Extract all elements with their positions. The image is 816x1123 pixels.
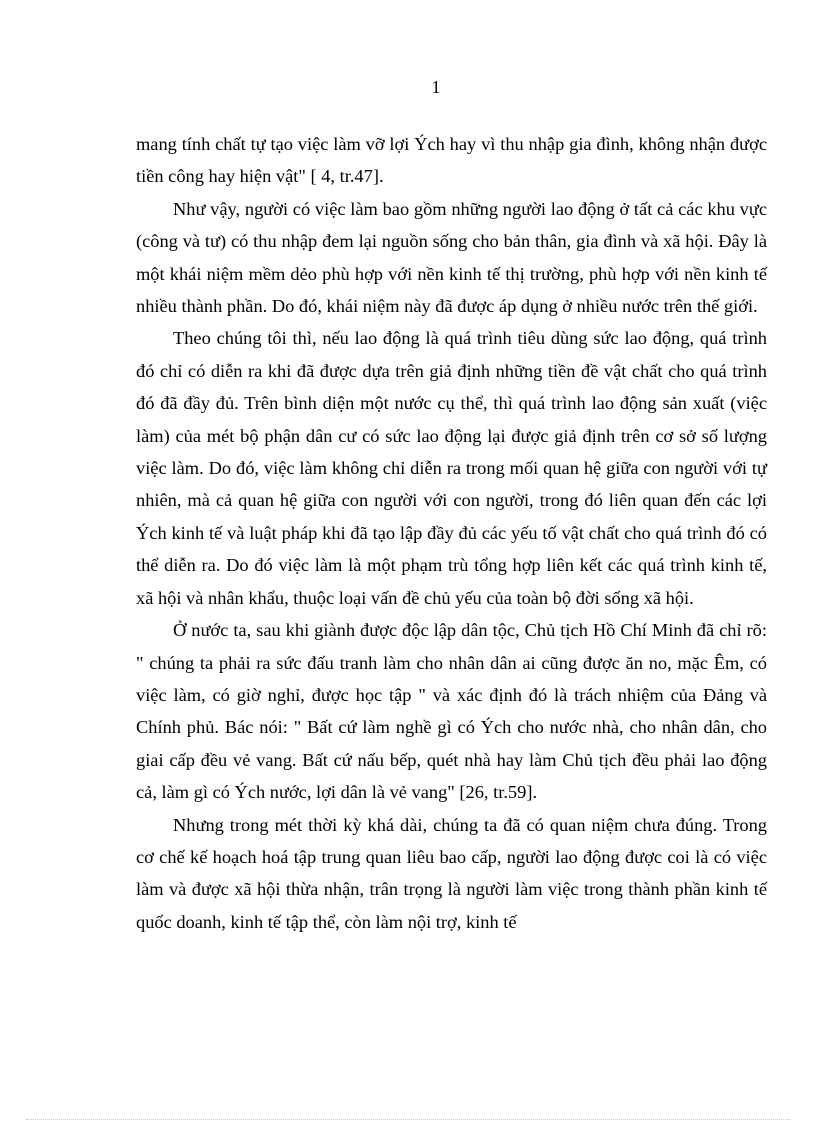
paragraph-past-concept: Nhưng trong mét thời kỳ khá dài, chúng ta đã có quan niệm chưa đúng. Trong cơ chế kế hoạch hoá tập trung quan liêu bao cấp, người lao động được coi là có việc làm và được xã hội thừa nhận, trân trọng là người làm việc trong thành phần kinh tế quốc doanh, kinh tế tập thể, còn làm nội trợ, kinh tế [136, 814, 767, 932]
paragraph-continuation: mang tính chất tự tạo việc làm vỡ lợi Ých hay vì thu nhập gia đình, không nhận được tiền công hay hiện vật" [ 4, tr.47]. [136, 134, 767, 187]
paragraph-ho-chi-minh-quote: Ở nước ta, sau khi giành được độc lập dân tộc, Chủ tịch Hồ Chí Minh đã chỉ rõ: " chúng ta phải ra sức đấu tranh làm cho nhân dân ai cũng được ăn no, mặc Êm, có việc làm, có giờ nghỉ, được học tập " và xác định đó là trách nhiệm của Đảng và Chính phủ. Bác nói: " Bất cứ làm nghề gì có Ých cho nước nhà, cho nhân dân, cho giai cấp đều vẻ vang. Bất cứ nấu bếp, quét nhà hay làm Chủ tịch đều phải lao động cả, làm gì có Ých nước, lợi dân là vẻ vang" [26, tr.59]. [136, 620, 767, 803]
page-bottom-border [26, 1119, 790, 1120]
page-number: 1 [431, 77, 441, 97]
document-body [136, 128, 767, 938]
paragraph-analysis: Theo chúng tôi thì, nếu lao động là quá trình tiêu dùng sức lao động, quá trình đó chỉ có diễn ra khi đã được dựa trên giả định những tiền đề vật chất cho quá trình đó đã đầy đủ. Trên bình diện một nước cụ thể, thì quá trình lao động sản xuất (việc làm) của mét bộ phận dân cư có sức lao động lại được giả định trên cơ sở số lượng việc làm. Do đó, việc làm không chỉ diễn ra trong mối quan hệ giữa con người với tự nhiên, mà cả quan hệ giữa con người với con người, trong đó liên quan đến các lợi Ých kinh tế và luật pháp khi đã tạo lập đầy đủ các yếu tố vật chất cho quá trình đó có thể diễn ra. Do đó việc làm là một phạm trù tổng hợp liên kết các quá trình kinh tế, xã hội và nhân khẩu, thuộc loại vấn đề chủ yếu của toàn bộ đời sống xã hội. [136, 328, 767, 608]
paragraph-definition: Như vậy, người có việc làm bao gồm những người lao động ở tất cả các khu vực (công và tư) có thu nhập đem lại nguồn sống cho bản thân, gia đình và xã hội. Đây là một khái niệm mềm dẻo phù hợp với nền kinh tế thị trường, phù hợp với nền kinh tế nhiều thành phần. Do đó, khái niệm này đã được áp dụng ở nhiều nước trên thế giới. [136, 198, 767, 317]
